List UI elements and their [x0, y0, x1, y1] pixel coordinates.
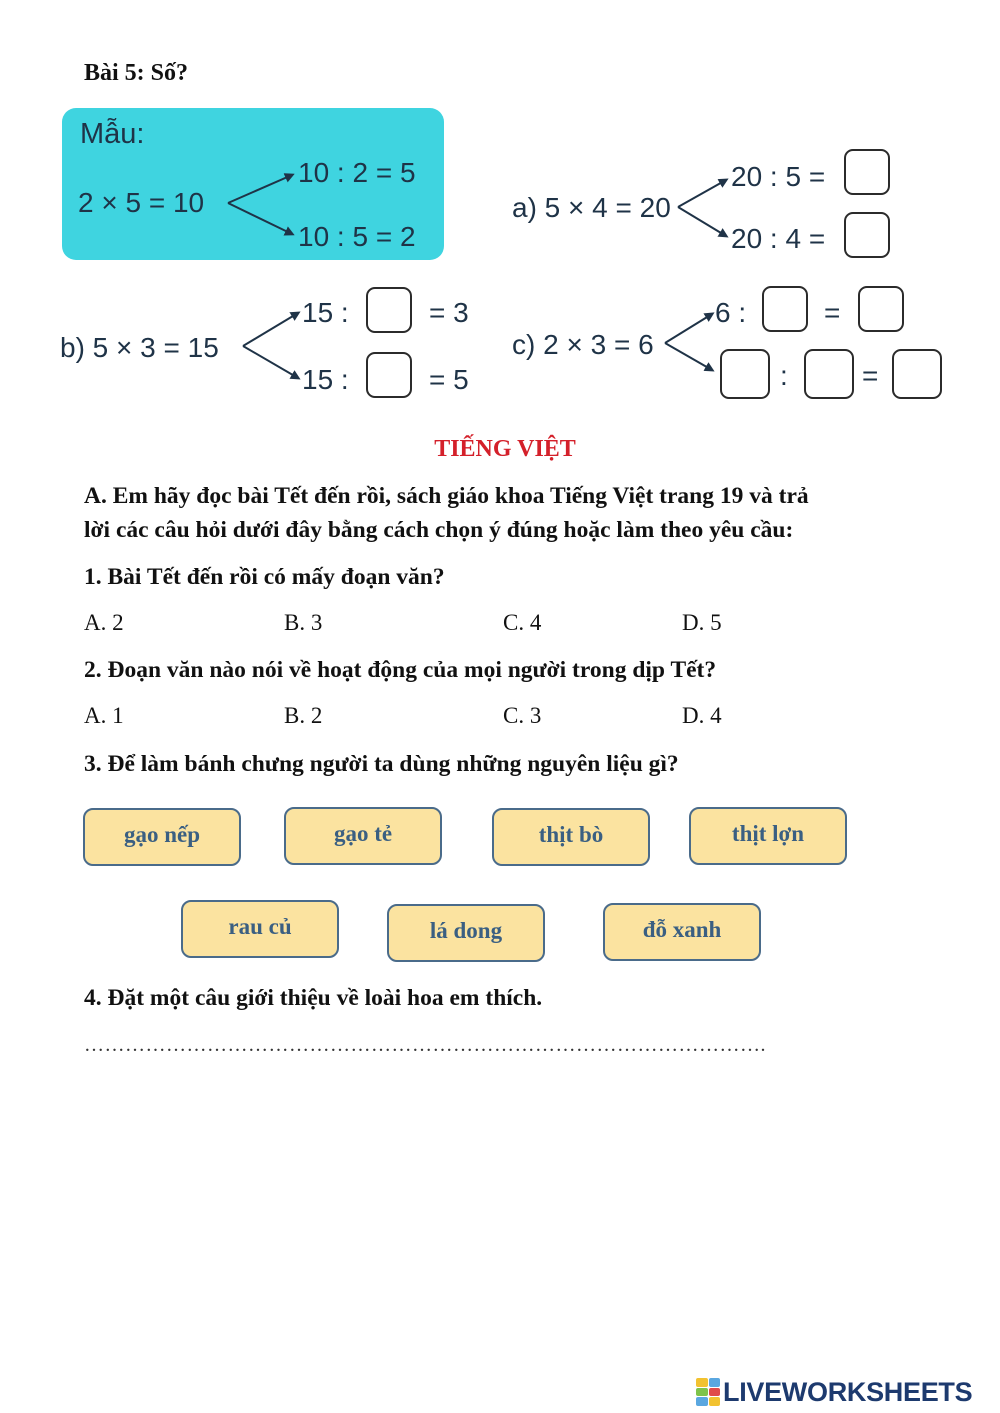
q1-option-a[interactable]: A. 2: [84, 610, 124, 635]
sample-label: Mẫu:: [80, 118, 145, 150]
chip-thit-lon[interactable]: thịt lợn: [689, 807, 847, 865]
chip-thit-bo[interactable]: thịt bò: [492, 808, 650, 866]
instructions-line-1: A. Em hãy đọc bài Tết đến rồi, sách giáo khoa Tiếng Việt trang 19 và trả: [84, 483, 809, 509]
q2-option-c[interactable]: C. 3: [503, 703, 542, 728]
exercise-title: Bài 5: Số?: [84, 60, 189, 86]
part-b-bottom-left: 15 :: [302, 364, 349, 395]
part-c-equation: c) 2 × 3 = 6: [512, 329, 654, 360]
part-b-equation: b) 5 × 3 = 15: [60, 332, 219, 363]
c-arrow-top: [665, 314, 712, 343]
q2-option-a[interactable]: A. 1: [84, 703, 124, 728]
b-arrow-bottom: [243, 346, 298, 378]
part-c-bottom-colon: :: [780, 360, 788, 391]
sample-arrow-top: [228, 175, 292, 203]
part-b-top-right: = 3: [429, 297, 469, 328]
part-c-top-left: 6 :: [715, 297, 747, 328]
part-b-top-left: 15 :: [302, 297, 349, 328]
chip-do-xanh[interactable]: đỗ xanh: [603, 903, 761, 961]
chip-la-dong[interactable]: lá dong: [387, 904, 545, 962]
question-2: 2. Đoạn văn nào nói về hoạt động của mọi người trong dịp Tết?: [84, 657, 717, 683]
q1-option-d[interactable]: D. 5: [682, 610, 722, 635]
section-heading: TIẾNG VIỆT: [434, 436, 576, 462]
sample-equation: 2 × 5 = 10: [78, 187, 205, 218]
liveworksheets-logo: [696, 1374, 972, 1410]
question-1: 1. Bài Tết đến rồi có mấy đoạn văn?: [84, 564, 445, 590]
question-4: 4. Đặt một câu giới thiệu về loài hoa em thích.: [84, 985, 543, 1011]
branch-arrows: [0, 0, 1000, 420]
q1-option-c[interactable]: C. 4: [503, 610, 542, 635]
a-arrow-bottom: [678, 207, 726, 236]
logo-mark-icon: [696, 1378, 720, 1406]
part-c-bottom-equals: =: [862, 360, 879, 391]
chip-rau-cu[interactable]: rau củ: [181, 900, 339, 958]
q2-option-d[interactable]: D. 4: [682, 703, 722, 728]
answer-line[interactable]: ……………………………………………………………………………………….: [84, 1034, 766, 1056]
sample-arrow-bottom: [228, 203, 292, 234]
sample-top-division: 10 : 2 = 5: [298, 157, 416, 188]
b-arrow-top: [243, 313, 298, 346]
q2-option-b[interactable]: B. 2: [284, 703, 323, 728]
question-3: 3. Để làm bánh chưng người ta dùng những nguyên liệu gì?: [84, 751, 679, 777]
part-c-top-equals: =: [824, 297, 841, 328]
logo-text: LIVEWORKSHEETS: [723, 1376, 973, 1407]
sample-bottom-division: 10 : 5 = 2: [298, 221, 416, 252]
instructions-line-2: lời các câu hỏi dưới đây bằng cách chọn ý đúng hoặc làm theo yêu cầu:: [84, 517, 794, 543]
part-a-bottom-division: 20 : 4 =: [731, 223, 826, 254]
c-arrow-bottom: [665, 343, 712, 370]
chip-gao-te[interactable]: gạo tẻ: [284, 807, 442, 865]
chip-gao-nep[interactable]: gạo nếp: [83, 808, 241, 866]
q1-option-b[interactable]: B. 3: [284, 610, 323, 635]
part-a-top-division: 20 : 5 =: [731, 161, 826, 192]
part-b-bottom-right: = 5: [429, 364, 469, 395]
a-arrow-top: [678, 180, 726, 207]
part-a-equation: a) 5 × 4 = 20: [512, 192, 671, 223]
